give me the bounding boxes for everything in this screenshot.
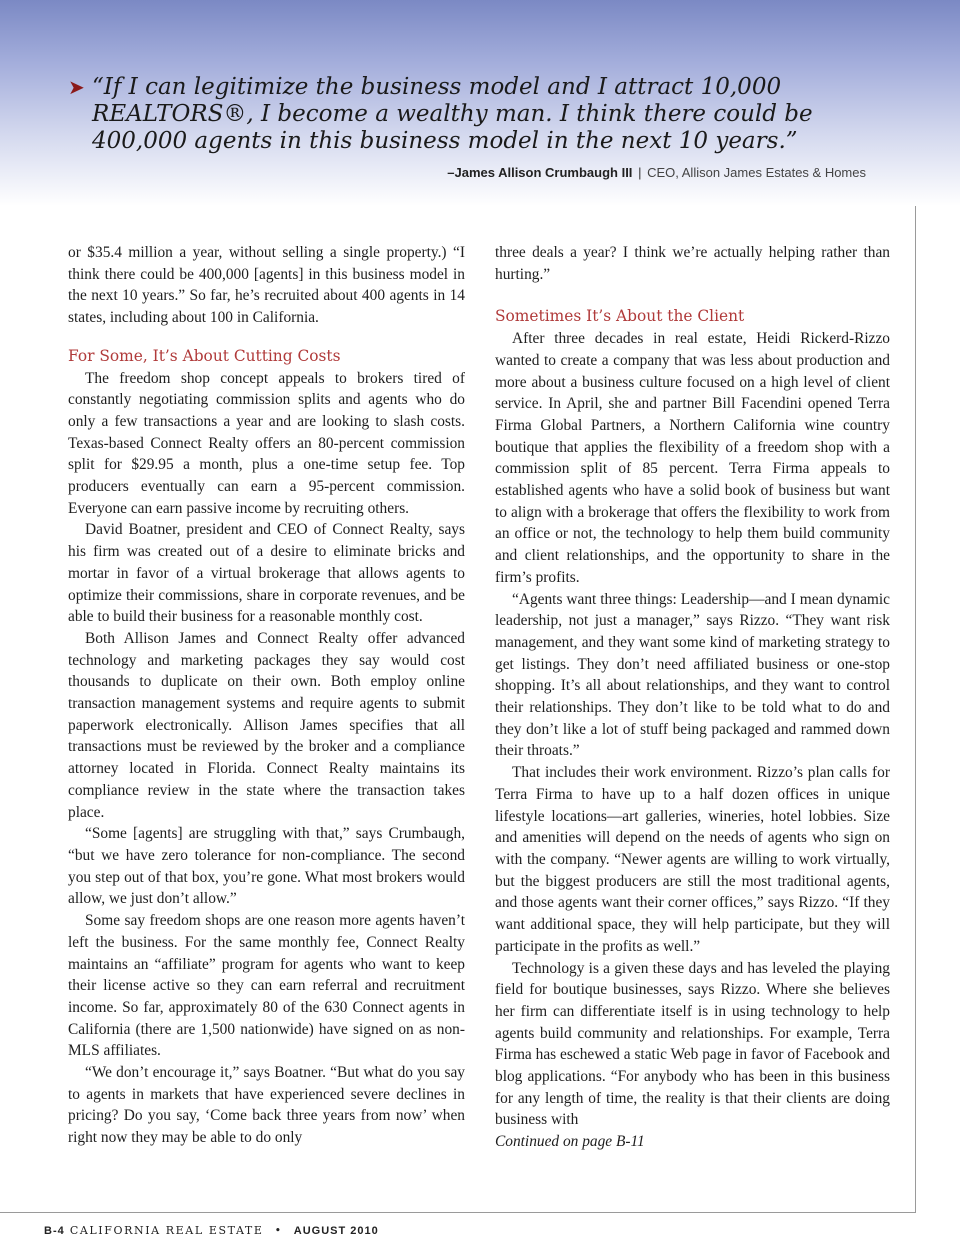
paragraph: David Boatner, president and CEO of Connect Realty, says his firm was created out of a desire to eliminate bricks and mortar in favor of a virtual brokerage that allows agents to optimize their commissions, share in corporate revenues, and be able to build their business for a reasonable monthly cost. (68, 521, 465, 626)
attribution-role: CEO, Allison James Estates & Homes (647, 165, 866, 180)
publication-name: CALIFORNIA REAL ESTATE (69, 1224, 264, 1237)
page-number: B-4 (44, 1225, 65, 1237)
article-column-left (68, 242, 465, 1149)
article-column-right (495, 242, 890, 1153)
page-frame-right-rule (915, 206, 916, 1212)
footer-bullet: • (274, 1224, 283, 1237)
issue-date: AUGUST 2010 (293, 1225, 379, 1237)
paragraph: The freedom shop concept appeals to brokers tired of constantly negotiating commission splits and agents who do only a few transactions a year and are looking to slash costs. Texas-based Connect Realty offers an 80-percent commission split for $29.95 a month, plus a one-time setup fee. Top producers eventually can earn a 95-percent commission. Everyone can earn passive income by recruiting others. (68, 369, 465, 517)
pull-quote-text (68, 74, 882, 155)
section-heading-cutting-costs: For Some, It’s About Cutting Costs (68, 346, 341, 365)
paragraph: or $35.4 million a year, without selling a single property.) “I think there could be 400,000 [agents] in this business model in the next 10 years.” So far, he’s recruited about 400 agents in 14 states, including about 100 in California. (68, 244, 465, 327)
paragraph: “We don’t encourage it,” says Boatner. “But what do you say to agents in markets that have experienced severe declines in pricing? Do you say, ‘Come back three years from now’ when right now they may be able to do only (68, 1064, 465, 1147)
pull-quote-body: “If I can legitimize the business model and I attract 10,000 REALTORS®, I become a wealthy man. I think there could be 400,000 agents in this business model in the next 10 years.” (92, 74, 813, 154)
page-footer (44, 1224, 379, 1237)
paragraph: three deals a year? I think we’re actually helping rather than hurting.” (495, 244, 890, 283)
paragraph: After three decades in real estate, Heidi Rickerd-Rizzo wanted to create a company that was less about production and more about a business culture focused on a high level of client service. In April, she and partner Bill Facendini opened Terra Firma Global Partners, a Northern California wine country boutique that applies the flexibility of a freedom shop with a commission split of 85 percent. Terra Firma appeals to established agents who have a solid book of business but want to align with a brokerage that offers the flexibility to work from an office or not, the technology to help them build community and client relationships, and the opportunity to share in the firm’s profits. (495, 330, 890, 586)
attribution-separator: | (638, 165, 642, 180)
continued-note: Continued on page B-11 (495, 1133, 645, 1151)
paragraph: Some say freedom shops are one reason more agents haven’t left the business. For the same monthly fee, Connect Realty maintains an “affiliate” program for agents who want to keep their license active so they can earn referral and recruitment income. So far, approximately 80 of the 630 Connect agents in California (there are 1,500 nationwide) have signed on as non-MLS affiliates. (68, 912, 465, 1060)
pull-quote-attribution (447, 165, 866, 180)
paragraph: That includes their work environment. Rizzo’s plan calls for Terra Firma to have up to a half dozen offices in unique lifestyle locations—art galleries, wineries, hotel lobbies. Size and amenities will depend on the needs of agents who sign on with the company. “Newer agents are willing to work virtually, but the biggest producers are still the most traditional agents, and those agents want their corner offices,” says Rizzo. “If they want additional space, they will help participate, but they will participate in the profits as well.” (495, 764, 890, 955)
page-frame-bottom-rule (0, 1212, 916, 1213)
paragraph: “Some [agents] are struggling with that,” says Crumbaugh, “but we have zero tolerance for non-compliance. The second you step out of that box, you’re gone. What most brokers would allow, we just don’t allow.” (68, 825, 465, 908)
paragraph: Technology is a given these days and has leveled the playing field for boutique businesses, says Rizzo. Where she believes her firm can differentiate itself is in using technology to help agents build community and relationships. For example, Terra Firma has eschewed a static Web page in favor of Facebook and blog applications. “For anybody who has been in this business for any length of time, the reality is that their clients are doing business with (495, 959, 890, 1129)
attribution-name: –James Allison Crumbaugh III (447, 165, 633, 180)
arrow-right-icon: ➤ (68, 75, 85, 99)
paragraph: “Agents want three things: Leadership—and I mean dynamic leadership, not just a manager,” says Rizzo. “They want risk management, and they want some kind of marketing strategy to get listings. They don’t need affiliated business or one-stop shopping. It’s all about relationships, and they want to control their relationships. They don’t like to be told what to do and they don’t like a lot of stuff being packaged and rammed down their throats.” (495, 590, 890, 760)
paragraph: Both Allison James and Connect Realty offer advanced technology and marketing packages they say would cost thousands to duplicate on their own. Both employ online transaction management systems and require agents to submit paperwork electronically. Allison James specifies that all transactions must be reviewed by the broker and a compliance attorney located in Florida. Connect Realty maintains its compliance review in the state where the transaction takes place. (68, 629, 465, 821)
section-heading-about-client: Sometimes It’s About the Client (495, 307, 745, 326)
pull-quote-banner (0, 0, 960, 206)
